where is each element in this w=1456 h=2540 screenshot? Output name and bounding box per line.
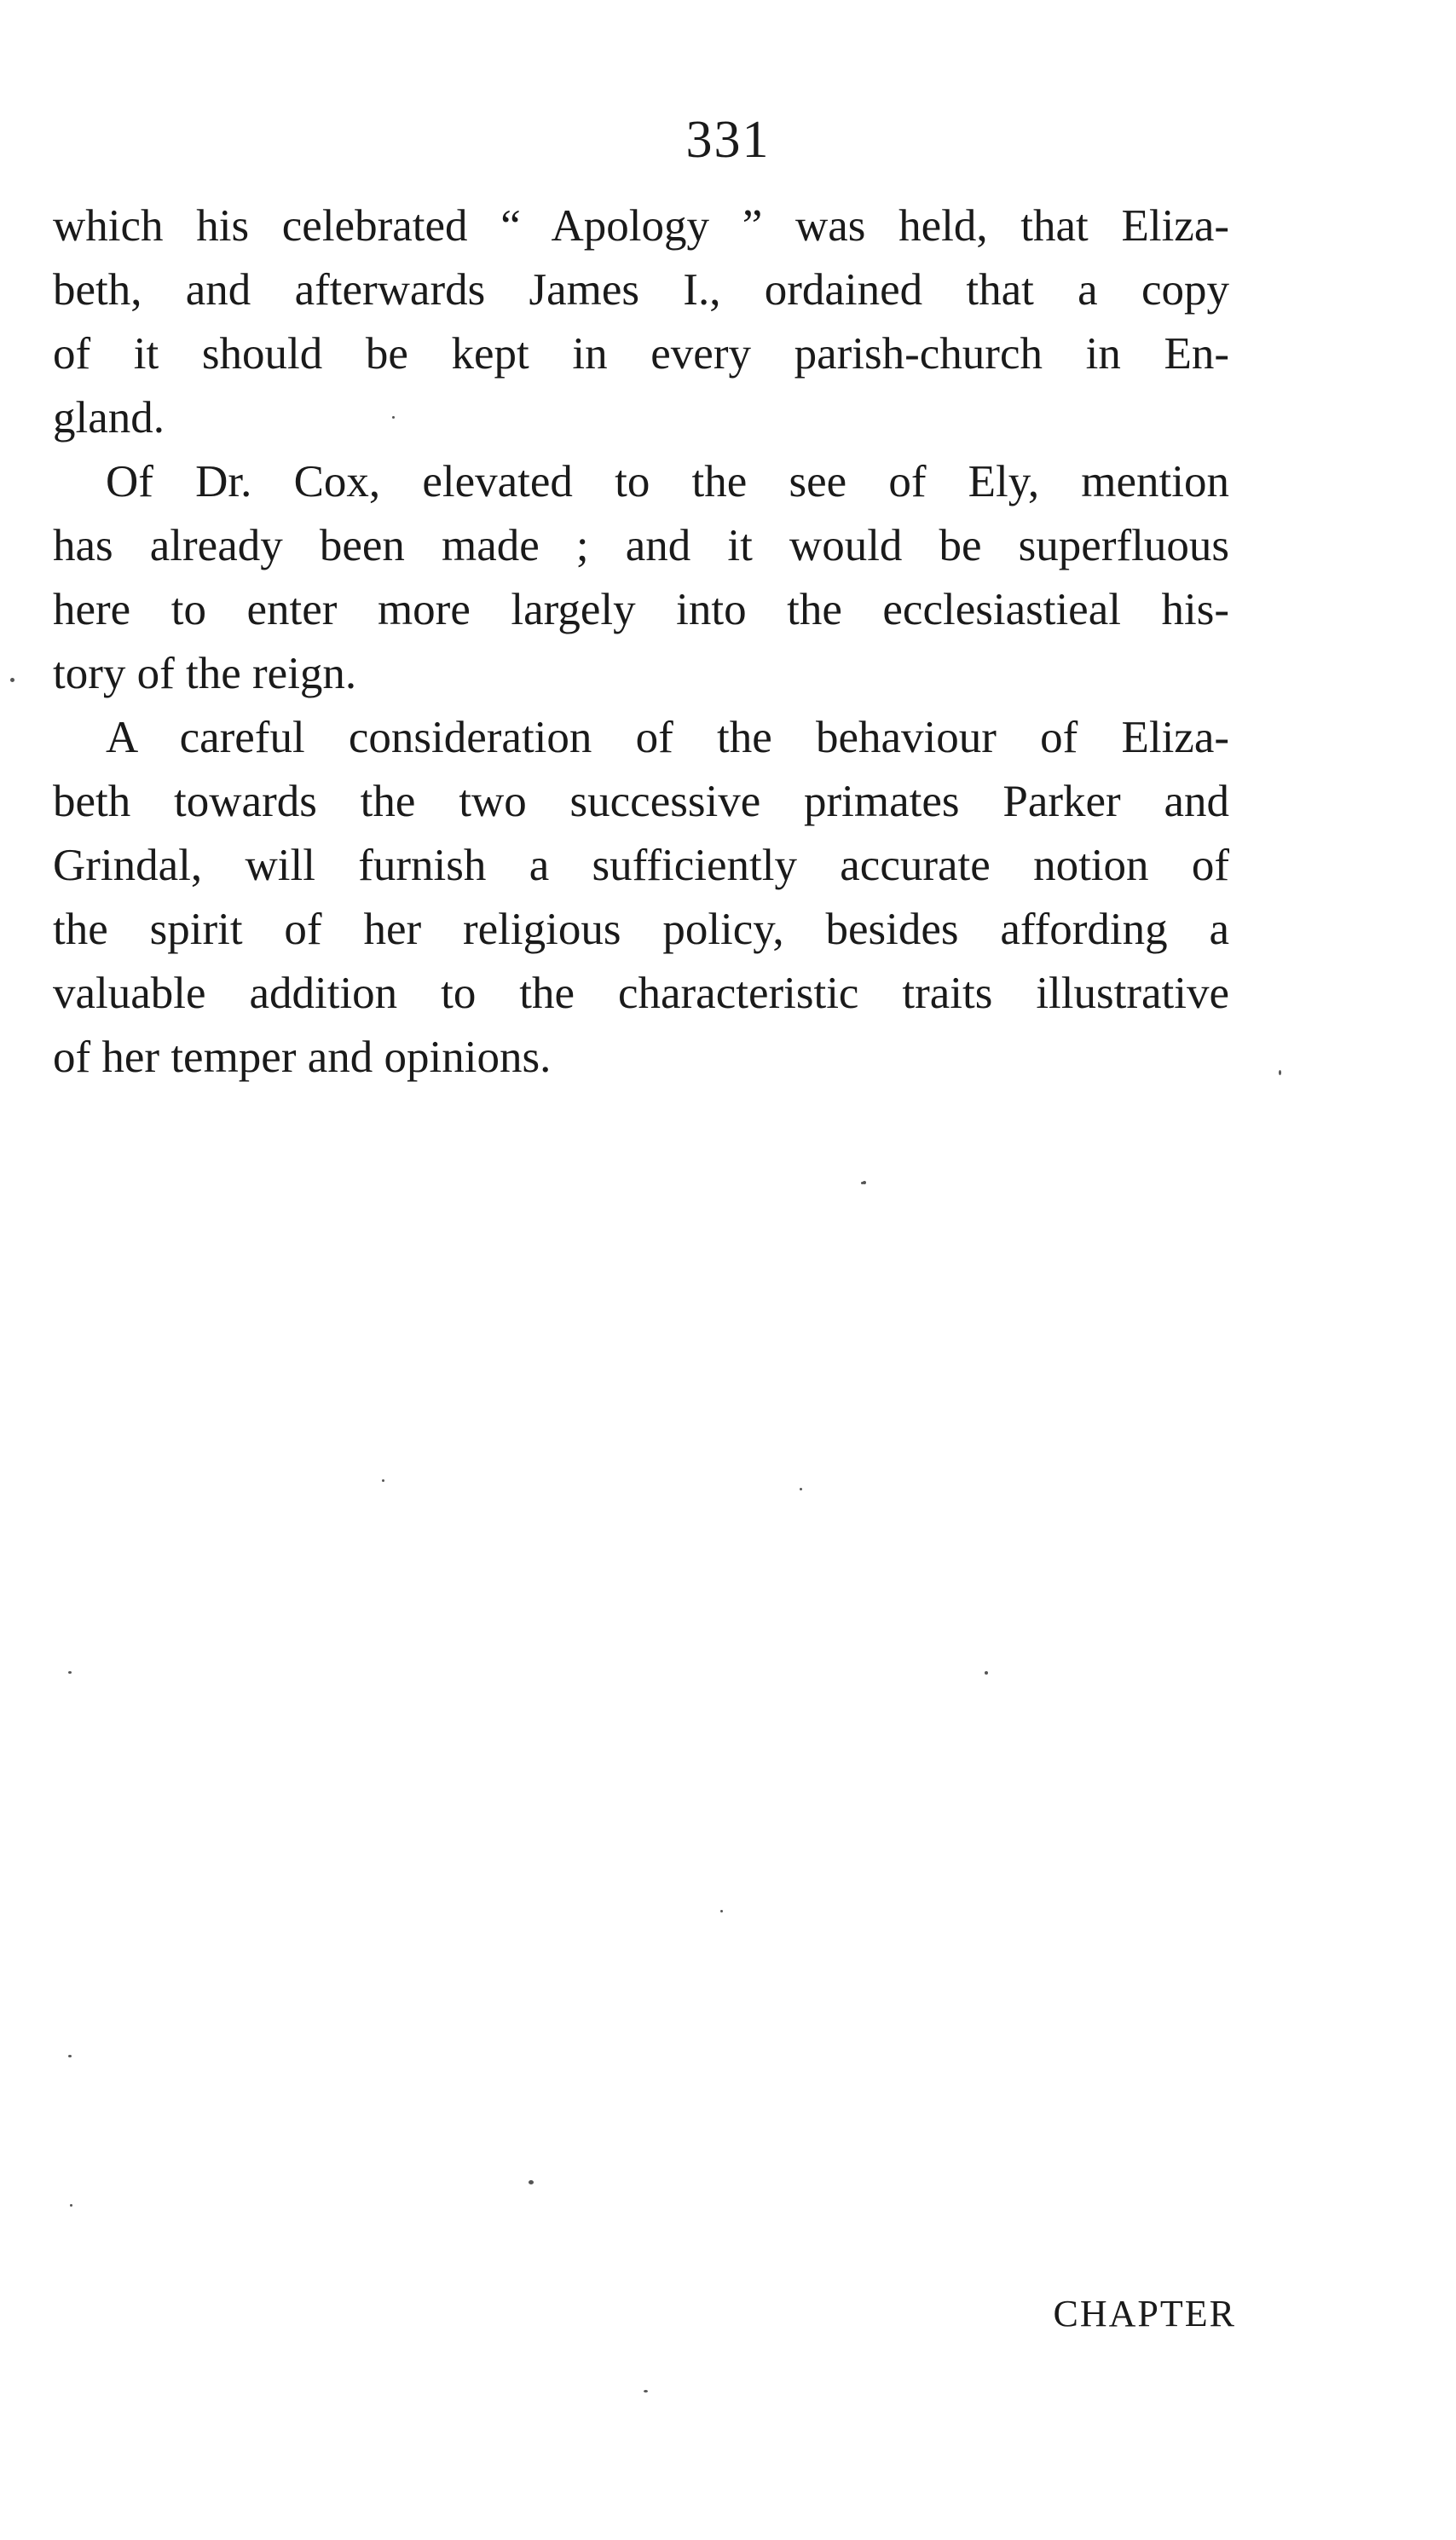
scan-speck: [720, 1910, 723, 1912]
text-line: beth towards the two successive primates Parker and: [53, 777, 1229, 826]
scan-speck: [68, 1671, 72, 1674]
catchword: CHAPTER: [1053, 2293, 1236, 2335]
scan-speck: [644, 2390, 648, 2392]
text-line: A careful consideration of the behaviour of Eliza-: [106, 713, 1229, 762]
text-line: tory of the reign.: [53, 649, 357, 698]
text-line: Grindal, will furnish a sufficiently accurate notion of: [53, 841, 1229, 890]
text-line: beth, and afterwards James I., ordained that a copy: [53, 265, 1229, 315]
text-line: of it should be kept in every parish-church in En-: [53, 329, 1229, 379]
text-line: valuable addition to the characteristic traits illustrative: [53, 969, 1229, 1018]
text-line: here to enter more largely into the ecclesiastieal his-: [53, 585, 1229, 634]
scan-speck: [10, 678, 14, 682]
scan-speck: [68, 2055, 72, 2057]
scan-speck: [382, 1479, 384, 1482]
body-text: [53, 194, 1229, 1090]
text-line: which his celebrated “ Apology ” was held, that Eliza-: [53, 201, 1229, 251]
page-number: 331: [685, 111, 771, 169]
scan-speck: [529, 2180, 534, 2184]
scan-speck: [70, 2204, 72, 2207]
scan-speck: [861, 1182, 864, 1184]
text-line: Of Dr. Cox, elevated to the see of Ely, mention: [106, 457, 1229, 506]
text-line: of her temper and opinions.: [53, 1033, 552, 1082]
scan-speck: [392, 416, 395, 419]
text-line: the spirit of her religious policy, besides affording a: [53, 905, 1229, 954]
text-line: gland.: [53, 393, 165, 443]
scan-speck: [985, 1671, 988, 1675]
scan-speck: [800, 1488, 802, 1490]
text-line: has already been made ; and it would be superfluous: [53, 521, 1229, 570]
scan-speck: [1279, 1070, 1281, 1075]
